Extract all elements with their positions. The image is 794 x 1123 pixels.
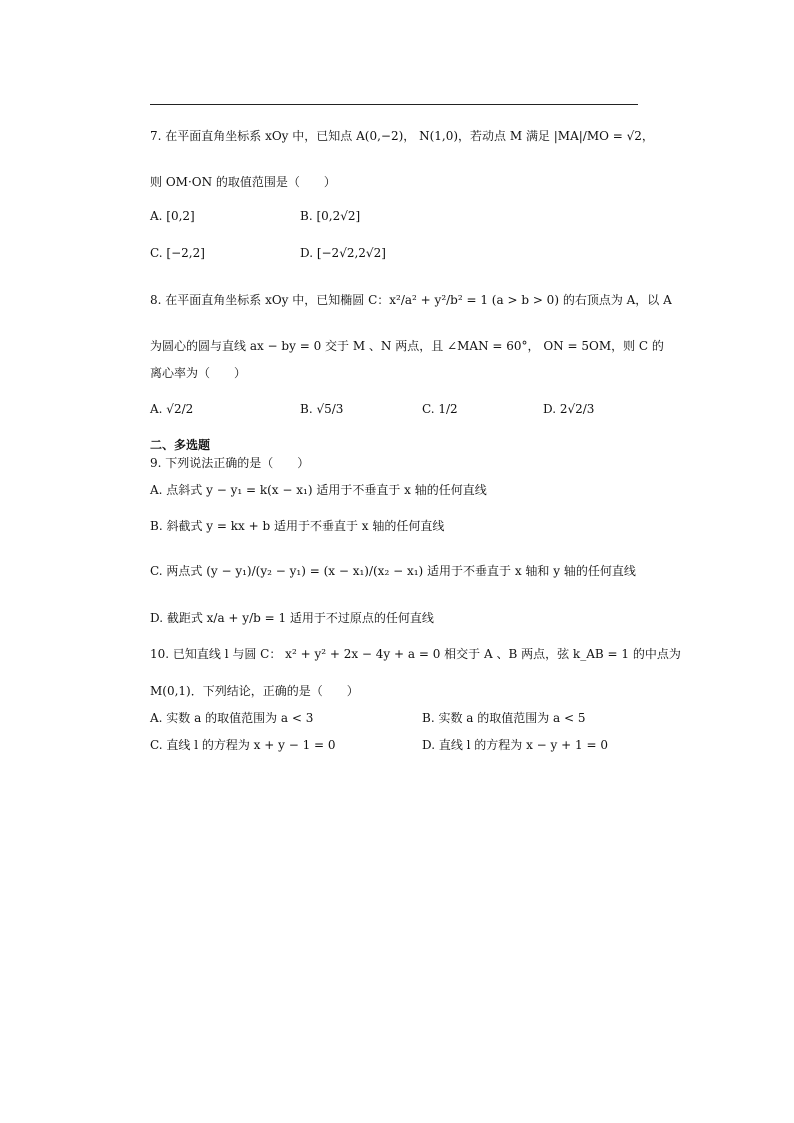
- q9-option-b: B. 斜截式 y = kx + b 适用于不垂直于 x 轴的任何直线: [150, 519, 445, 533]
- header-rule: [150, 104, 638, 105]
- q7-option-d: D. [−2√2,2√2]: [300, 246, 386, 260]
- q10-stem-line1: 10. 已知直线 l 与圆 C： x² + y² + 2x − 4y + a = 0 相交于 A 、B 两点，弦 k_AB = 1 的中点为: [150, 647, 681, 661]
- q9-option-a: A. 点斜式 y − y₁ = k(x − x₁) 适用于不垂直于 x 轴的任何直线: [150, 483, 487, 497]
- q7-option-a: A. [0,2]: [150, 209, 195, 223]
- q9-stem: 9. 下列说法正确的是（ ）: [150, 456, 310, 470]
- q7-option-b: B. [0,2√2]: [300, 209, 361, 223]
- q8-option-d: D. 2√2/3: [543, 402, 595, 416]
- section-title-multi-choice: 二、多选题: [150, 438, 211, 452]
- q10-option-d: D. 直线 l 的方程为 x − y + 1 = 0: [422, 738, 608, 752]
- q8-stem-line1: 8. 在平面直角坐标系 xOy 中，已知椭圆 C：x²/a² + y²/b² = 1 (a > b > 0) 的右顶点为 A，以 A: [150, 293, 672, 307]
- q7-stem-line2: 则 OM·ON 的取值范围是（ ）: [150, 175, 336, 189]
- q9-option-c: C. 两点式 (y − y₁)/(y₂ − y₁) = (x − x₁)/(x₂ − x₁) 适用于不垂直于 x 轴和 y 轴的任何直线: [150, 564, 636, 578]
- q8-option-a: A. √2/2: [150, 402, 194, 416]
- q10-option-c: C. 直线 l 的方程为 x + y − 1 = 0: [150, 738, 336, 752]
- q8-option-b: B. √5/3: [300, 402, 344, 416]
- q7-option-c: C. [−2,2]: [150, 246, 205, 260]
- q7-stem-line1: 7. 在平面直角坐标系 xOy 中，已知点 A(0,−2)， N(1,0)，若动点 M 满足 |MA|/MO = √2，: [150, 129, 654, 143]
- q10-option-a: A. 实数 a 的取值范围为 a < 3: [150, 711, 314, 725]
- q10-stem-line2: M(0,1)．下列结论，正确的是（ ）: [150, 684, 359, 698]
- q9-option-d: D. 截距式 x/a + y/b = 1 适用于不过原点的任何直线: [150, 611, 434, 625]
- q8-stem-line2: 为圆心的圆与直线 ax − by = 0 交于 M 、N 两点，且 ∠MAN = 60°， ON = 5OM，则 C 的: [150, 339, 664, 353]
- q8-stem-line3: 离心率为（ ）: [150, 366, 247, 380]
- q8-option-c: C. 1/2: [422, 402, 458, 416]
- q10-option-b: B. 实数 a 的取值范围为 a < 5: [422, 711, 586, 725]
